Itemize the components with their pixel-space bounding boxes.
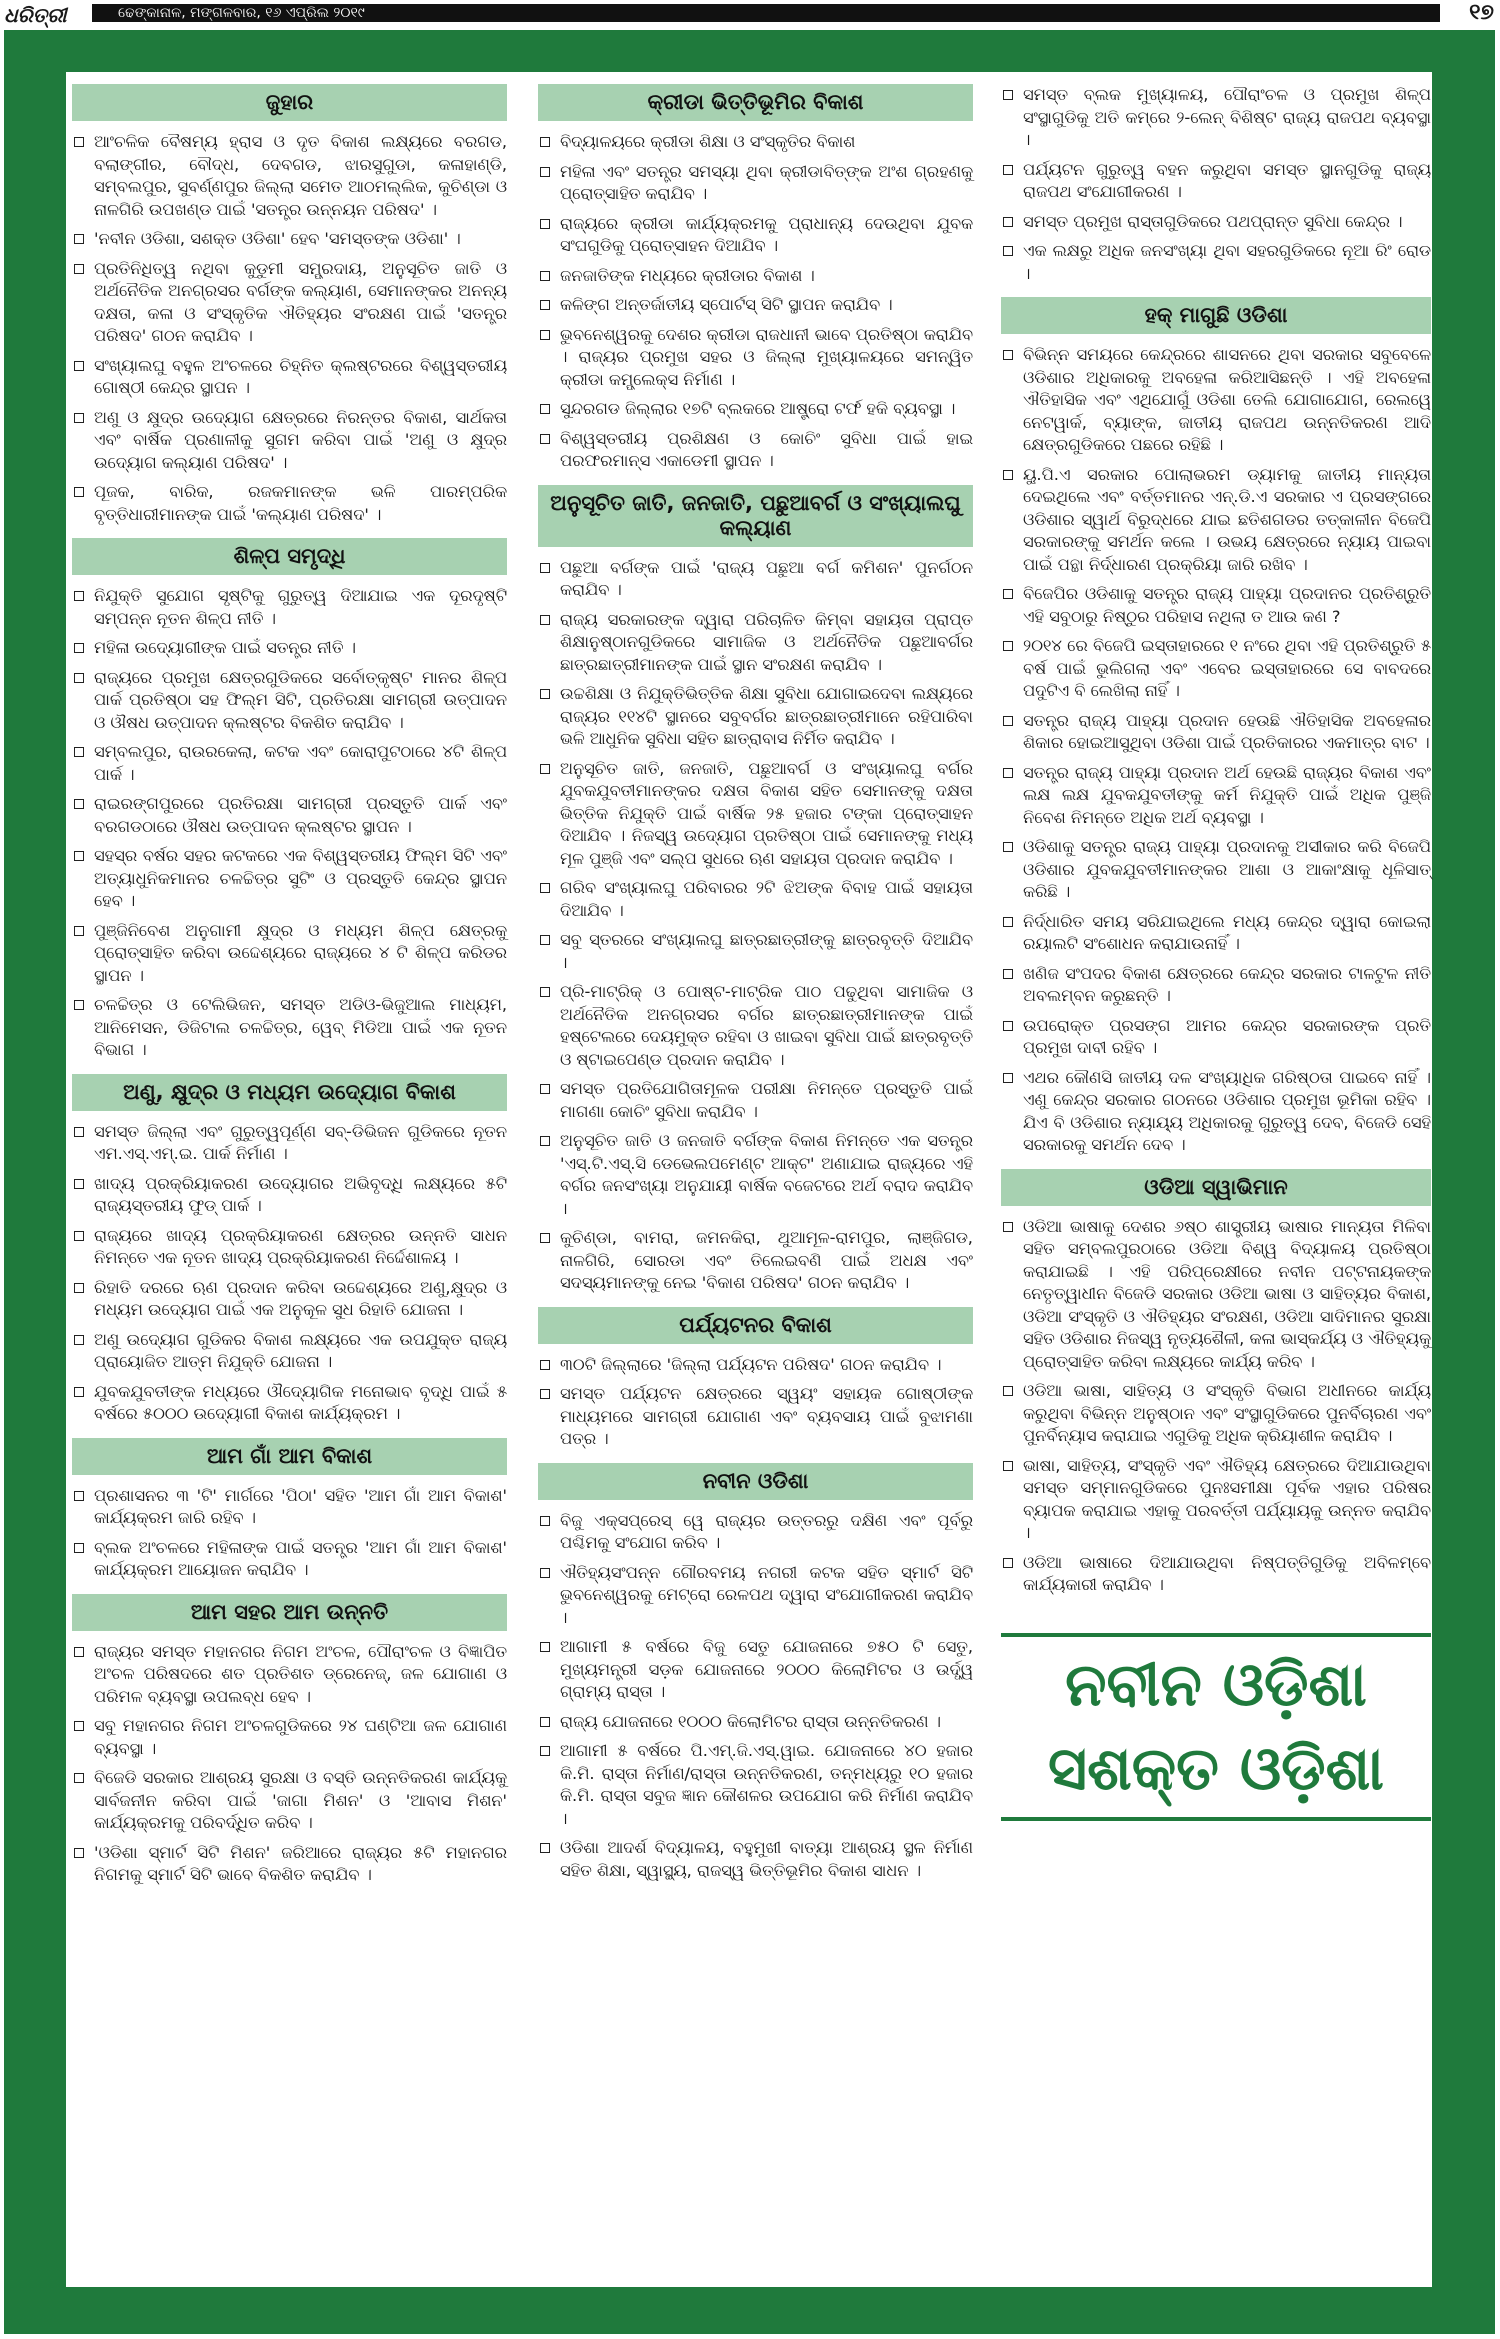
- section-title: ଅଣୁ, କ୍ଷୁଦ୍ର ଓ ମଧ୍ୟମ ଉଦ୍ୟୋଗ ବିକାଶ: [72, 1074, 507, 1111]
- list-item: ରାଜ୍ୟରେ ପ୍ରମୁଖ କ୍ଷେତ୍ରଗୁଡିକରେ ସର୍ବୋତ୍କୃଷ୍ଟ ମାନର ଶିଳ୍ପ ପାର୍କ ପ୍ରତିଷ୍ଠା ସହ ଫିଲ୍ମ ସିଟି, ପ୍ରତିରକ୍ଷା ସାମଗ୍ରୀ ଉତ୍ପାଦନ ଓ ଔଷଧ ଉତ୍ପାଦନ କ୍ଲଷ୍ଟର ବିକଶିତ କରାଯିବ ।: [72, 667, 507, 735]
- bullet-list: [538, 1510, 973, 1883]
- column-1: [72, 72, 507, 1894]
- list-item: ଆଗାମୀ ୫ ବର୍ଷରେ ପି.ଏମ୍.ଜି.ଏସ୍.ୱାଇ. ଯୋଜନାରେ ୪୦ ହଜାର କି.ମି. ରାସ୍ତା ନିର୍ମାଣ/ରାସ୍ତା ଉନ୍ନତିକରଣ, ତନ୍ମଧ୍ୟରୁ ୧୦ ହଜାର କି.ମି. ରାସ୍ତା ସବୁଜ ଜ୍ଞାନ କୌଶଳର ଉପଯୋଗ କରି ନିର୍ମାଣ କରାଯିବ ।: [538, 1740, 973, 1830]
- list-item: ପୁଞ୍ଜିନିବେଶ ଅନୁଗାମୀ କ୍ଷୁଦ୍ର ଓ ମଧ୍ୟମ ଶିଳ୍ପ କ୍ଷେତ୍ରକୁ ପ୍ରୋତ୍ସାହିତ କରିବା ଉଦ୍ଦେଶ୍ୟରେ ରାଜ୍ୟରେ ୪ ଟି ଶିଳ୍ପ କରିଡର ସ୍ଥାପନ ।: [72, 920, 507, 988]
- list-item: ଓଡିଶା ଆଦର୍ଶ ବିଦ୍ୟାଳୟ, ବହୁମୁଖୀ ବାତ୍ୟା ଆଶ୍ରୟ ସ୍ଥଳ ନିର୍ମାଣ ସହିତ ଶିକ୍ଷା, ସ୍ୱାସ୍ଥ୍ୟ, ରାଜସ୍ୱ ଭିତ୍ତିଭୂମିର ବିକାଶ ସାଧନ ।: [538, 1837, 973, 1882]
- bullet-list: [72, 131, 507, 526]
- list-item: ଖାଦ୍ୟ ପ୍ରକ୍ରିୟାକରଣ ଉଦ୍ୟୋଗର ଅଭିବୃଦ୍ଧି ଲକ୍ଷ୍ୟରେ ୫ଟି ରାଜ୍ୟସ୍ତରୀୟ ଫୁଡ୍ ପାର୍କ ।: [72, 1173, 507, 1218]
- list-item: ବିଜେଡି ସରକାର ଆଶ୍ରୟ ସୁରକ୍ଷା ଓ ବସ୍ତି ଉନ୍ନତିକରଣ କାର୍ଯ୍ୟକୁ ସାର୍ବଜନୀନ କରିବା ପାଇଁ 'ଜାଗା ମିଶନ' ଓ 'ଆବାସ ମିଶନ' କାର୍ଯ୍ୟକ୍ରମକୁ ପରିବର୍ଦ୍ଧିତ କରିବ ।: [72, 1767, 507, 1835]
- list-item: ଓଡିଶାକୁ ସତନ୍ତ୍ର ରାଜ୍ୟ ପାହ୍ୟା ପ୍ରଦାନକୁ ଅସୀକାର କରି ବିଜେପି ଓଡିଶାର ଯୁବକଯୁବତୀମାନଙ୍କର ଆଶା ଓ ଆକାଂକ୍ଷାକୁ ଧୂଳିସାତ୍ କରିଛି ।: [1001, 836, 1431, 904]
- list-item: ନିର୍ଦ୍ଧାରିତ ସମୟ ସରିଯାଇଥିଲେ ମଧ୍ୟ କେନ୍ଦ୍ର ଦ୍ୱାରା କୋଇଲା ରୟାଲଟି ସଂଶୋଧନ କରାଯାଉନାହିଁ ।: [1001, 911, 1431, 956]
- dateline: ଢେଙ୍କାନାଳ, ମଙ୍ଗଳବାର, ୧୬ ଏପ୍ରିଲ ୨୦୧୯: [118, 5, 365, 21]
- list-item: ମହିଳା ଏବଂ ସତନ୍ତ୍ର ସମସ୍ୟା ଥିବା କ୍ରୀଡାବିତ୍‌ଙ୍କ ଅଂଶ ଗ୍ରହଣକୁ ପ୍ରୋତ୍ସାହିତ କରାଯିବ ।: [538, 161, 973, 206]
- column-3: [1001, 72, 1431, 1821]
- green-border-frame: [4, 30, 1495, 2334]
- list-item: ମହିଳା ଉଦ୍ୟୋଗୀଙ୍କ ପାଇଁ ସତନ୍ତ୍ର ନୀତି ।: [72, 637, 507, 660]
- list-item: ସତନ୍ତ୍ର ରାଜ୍ୟ ପାହ୍ୟା ପ୍ରଦାନ ଅର୍ଥ ହେଉଛି ରାଜ୍ୟର ବିକାଶ ଏବଂ ଲକ୍ଷ ଲକ୍ଷ ଯୁବକଯୁବତୀଙ୍କୁ କର୍ମ ନିଯୁକ୍ତି ପାଇଁ ଅଧିକ ପୁଞ୍ଜି ନିବେଶ ନିମନ୍ତେ ଅଧିକ ଅର୍ଥ ବ୍ୟବସ୍ଥା ।: [1001, 762, 1431, 830]
- slogan-block: [1001, 1633, 1431, 1821]
- list-item: ୩୦ଟି ଜିଲ୍ଲାରେ 'ଜିଲ୍ଲା ପର୍ଯ୍ୟଟନ ପରିଷଦ' ଗଠନ କରାଯିବ ।: [538, 1354, 973, 1377]
- list-item: 'ଓଡିଶା ସ୍ମାର୍ଟ ସିଟି ମିଶନ' ଜରିଆରେ ରାଜ୍ୟର ୫ଟି ମହାନଗର ନିଗମକୁ ସ୍ମାର୍ଟ ସିଟି ଭାବେ ବିକଶିତ କରାଯିବ ।: [72, 1842, 507, 1887]
- section-title: ହକ୍ ମାଗୁଛି ଓଡିଶା: [1001, 297, 1431, 334]
- section-title: ଆମ ଗାଁ ଆମ ବିକାଶ: [72, 1438, 507, 1475]
- list-item: ପର୍ଯ୍ୟଟନ ଗୁରୁତ୍ୱ ବହନ କରୁଥିବା ସମସ୍ତ ସ୍ଥାନଗୁଡିକୁ ରାଜ୍ୟ ରାଜପଥ ସଂଯୋଗୀକରଣ ।: [1001, 159, 1431, 204]
- list-item: ଉଚ୍ଚଶିକ୍ଷା ଓ ନିଯୁକ୍ତିଭିତ୍ତିକ ଶିକ୍ଷା ସୁବିଧା ଯୋଗାଇଦେବା ଲକ୍ଷ୍ୟରେ ରାଜ୍ୟର ୧୧୪ଟି ସ୍ଥାନରେ ସବୁବର୍ଗର ଛାତ୍ରଛାତ୍ରୀମାନେ ରହିପାରିବା ଭଳି ଆଧୁନିକ ସୁବିଧା ସହିତ ଛାତ୍ରାବାସ ନିର୍ମିତ କରାଯିବ ।: [538, 683, 973, 751]
- bullet-list: [72, 1641, 507, 1887]
- list-item: ପ୍ରତିନିଧିତ୍ୱ ନଥିବା କୁଡୁମୀ ସମ୍ପ୍ରଦାୟ, ଅନୁସୂଚିତ ଜାତି ଓ ଅର୍ଥନୈତିକ ଅନଗ୍ରସର ବର୍ଗଙ୍କ କଲ୍ୟାଣ, ସେମାନଙ୍କର ଅନନ୍ୟ ଦକ୍ଷତା, କଳା ଓ ସଂସ୍କୃତିକ ଐତିହ୍ୟର ସଂରକ୍ଷଣ ପାଇଁ 'ସତନ୍ତ୍ର ପରିଷଦ' ଗଠନ କରାଯିବ ।: [72, 258, 507, 348]
- list-item: ବିଭିନ୍ନ ସମୟରେ କେନ୍ଦ୍ରରେ ଶାସନରେ ଥିବା ସରକାର ସବୁବେଳେ ଓଡିଶାର ଅଧିକାରକୁ ଅବହେଳା କରିଆସିଛନ୍ତି । ଏହି ଅବହେଳା ଐତିହାସିକ ଏବଂ ଏଥିଯୋଗୁଁ ଓଡିଶା ତେଲି ଯୋଗାଯୋଗ, ରେଲୱେ ନେଟୱାର୍କ, ବ୍ୟାଙ୍କ, ଜାତୀୟ ରାଜପଥ ଉନ୍ନତିକରଣ ଆଦି କ୍ଷେତ୍ରଗୁଡିକରେ ପଛରେ ରହିଛି ।: [1001, 344, 1431, 457]
- list-item: ଓଡିଆ ଭାଷାକୁ ଦେଶର ୬ଷ୍ଠ ଶାସ୍ତ୍ରୀୟ ଭାଷାର ମାନ୍ୟତା ମିଳିବା ସହିତ ସମ୍ବଲପୁରଠାରେ ଓଡିଆ ବିଶ୍ୱ ବିଦ୍ୟାଳୟ ପ୍ରତିଷ୍ଠା କରାଯାଇଛି । ଏହି ପରିପ୍ରେକ୍ଷୀରେ ନବୀନ ପଟ୍ଟନାୟକଙ୍କ ନେତୃତ୍ୱାଧୀନ ବିଜେଡି ସରକାର ଓଡିଆ ଭାଷା ଓ ସାହିତ୍ୟର ବିକାଶ, ଓଡିଆ ସଂସ୍କୃତି ଓ ଐତିହ୍ୟର ସଂରକ୍ଷଣ, ଓଡିଆ ସାଦିମାନର ସୁରକ୍ଷା ସହିତ ଓଡିଶାର ନିଜସ୍ୱ ନୃତ୍ୟଶୈଳୀ, କଳା ଭାସ୍କର୍ଯ୍ୟ ଓ ଐତିହ୍ୟକୁ ପ୍ରୋତ୍ସାହିତ କରିବା ଲକ୍ଷ୍ୟରେ କାର୍ଯ୍ୟ କରିବ ।: [1001, 1216, 1431, 1374]
- bullet-list: [1001, 84, 1431, 285]
- list-item: ରାଜ୍ୟରେ କ୍ରୀଡା କାର୍ଯ୍ୟକ୍ରମକୁ ପ୍ରାଧାନ୍ୟ ଦେଉଥିବା ଯୁବକ ସଂଘଗୁଡିକୁ ପ୍ରୋତ୍ସାହନ ଦିଆଯିବ ।: [538, 213, 973, 258]
- list-item: ଭୁବନେଶ୍ୱରକୁ ଦେଶର କ୍ରୀଡା ରାଜଧାନୀ ଭାବେ ପ୍ରତିଷ୍ଠା କରାଯିବ । ରାଜ୍ୟର ପ୍ରମୁଖ ସହର ଓ ଜିଲ୍ଲା ମୁଖ୍ୟାଳୟରେ ସମନ୍ୱିତ କ୍ରୀଡା କମ୍ପ୍ଲେକ୍ସ ନିର୍ମାଣ ।: [538, 324, 973, 392]
- bullet-list: [1001, 344, 1431, 1157]
- section-title: ଶିଳ୍ପ ସମୃଦ୍ଧି: [72, 538, 507, 575]
- list-item: ଅନୁସୂଚିତ ଜାତି, ଜନଜାତି, ପଛୁଆବର୍ଗ ଓ ସଂଖ୍ୟାଲଘୁ ବର୍ଗର ଯୁବକଯୁବତୀମାନଙ୍କର ଦକ୍ଷତା ବିକାଶ ସହିତ ସେମାନଙ୍କୁ ଦକ୍ଷତା ଭିତ୍ତିକ ନିଯୁକ୍ତି ପାଇଁ ବାର୍ଷିକ ୨୫ ହଜାର ଟଙ୍କା ପ୍ରୋତ୍ସାହନ ଦିଆଯିବ । ନିଜସ୍ୱ ଉଦ୍ୟୋଗ ପ୍ରତିଷ୍ଠା ପାଇଁ ସେମାନଙ୍କୁ ମଧ୍ୟ ମୂଳ ପୁଞ୍ଜି ଏବଂ ସଲ୍ପ ସୁଧରେ ଋଣ ସହାୟତା ପ୍ରଦାନ କରାଯିବ ।: [538, 758, 973, 871]
- list-item: ସମ୍ବଲପୁର, ରାଉରକେଲା, କଟକ ଏବଂ କୋରାପୁଟଠାରେ ୪ଟି ଶିଳ୍ପ ପାର୍କ ।: [72, 741, 507, 786]
- bullet-list: [538, 557, 973, 1295]
- slogan-line-2: ସଶକ୍ତ ଓଡ଼ିଶା: [1048, 1733, 1384, 1804]
- bullet-list: [72, 585, 507, 1062]
- list-item: ସମସ୍ତ ପର୍ଯ୍ୟଟନ କ୍ଷେତ୍ରରେ ସ୍ୱୟଂ ସହାୟକ ଗୋଷ୍ଠୀଙ୍କ ମାଧ୍ୟମରେ ସାମଗ୍ରୀ ଯୋଗାଣ ଏବଂ ବ୍ୟବସାୟ ପାଇଁ ବୁଝାମଣା ପତ୍ର ।: [538, 1383, 973, 1451]
- bullet-list: [538, 1354, 973, 1451]
- list-item: ଆଗାମୀ ୫ ବର୍ଷରେ ବିଜୁ ସେତୁ ଯୋଜନାରେ ୭୫୦ ଟି ସେତୁ, ମୁଖ୍ୟମନ୍ତ୍ରୀ ସଡ଼କ ଯୋଜନାରେ ୨୦୦୦ କିଲୋମିଟର ଓ ଉର୍ଦ୍ଧ୍ୱ ଗ୍ରାମ୍ୟ ରାସ୍ତା ।: [538, 1636, 973, 1704]
- page-number: ୧୭: [1469, 0, 1494, 25]
- list-item: ପଛୁଆ ବର୍ଗଙ୍କ ପାଇଁ 'ରାଜ୍ୟ ପଛୁଆ ବର୍ଗ କମିଶନ' ପୁନର୍ଗଠନ କରାଯିବ ।: [538, 557, 973, 602]
- slogan-line-1: ନବୀନ ଓଡ଼ିଶା: [1065, 1649, 1367, 1720]
- list-item: ରିହାତି ଦରରେ ଋଣ ପ୍ରଦାନ କରିବା ଉଦ୍ଦେଶ୍ୟରେ ଅଣୁ,କ୍ଷୁଦ୍ର ଓ ମଧ୍ୟମ ଉଦ୍ୟୋଗ ପାଇଁ ଏକ ଅନୁକୂଳ ସୁଧ ରିହାତି ଯୋଜନା ।: [72, 1277, 507, 1322]
- list-item: ବିଜୁ ଏକ୍ସପ୍ରେସ୍ ୱେ ରାଜ୍ୟର ଉତ୍ତରରୁ ଦକ୍ଷିଣ ଏବଂ ପୂର୍ବରୁ ପଶ୍ଚିମକୁ ସଂଯୋଗ କରିବ ।: [538, 1510, 973, 1555]
- list-item: ଅଣୁ ଉଦ୍ୟୋଗ ଗୁଡିକର ବିକାଶ ଲକ୍ଷ୍ୟରେ ଏକ ଉପଯୁକ୍ତ ରାଜ୍ୟ ପ୍ରାୟୋଜିତ ଆତ୍ମ ନିଯୁକ୍ତି ଯୋଜନା ।: [72, 1329, 507, 1374]
- list-item: ସତନ୍ତ୍ର ରାଜ୍ୟ ପାହ୍ୟା ପ୍ରଦାନ ହେଉଛି ଐତିହାସିକ ଅବହେଳାର ଶିକାର ହୋଇଆସୁଥିବା ଓଡିଶା ପାଇଁ ପ୍ରତିକାରର ଏକମାତ୍ର ବାଟ ।: [1001, 710, 1431, 755]
- list-item: ସୁନ୍ଦରଗଡ ଜିଲ୍ଲାର ୧୭ଟି ବ୍ଲକରେ ଆଷ୍ଟ୍ରୋ ଟର୍ଫ ହକି ବ୍ୟବସ୍ଥା ।: [538, 398, 973, 421]
- list-item: ରାଇରଙ୍ଗପୁରରେ ପ୍ରତିରକ୍ଷା ସାମଗ୍ରୀ ପ୍ରସ୍ତୁତି ପାର୍କ ଏବଂ ବରଗଡଠାରେ ଔଷଧ ଉତ୍ପାଦନ କ୍ଲଷ୍ଟର ସ୍ଥାପନ ।: [72, 793, 507, 838]
- list-item: ଅଣୁ ଓ କ୍ଷୁଦ୍ର ଉଦ୍ୟୋଗ କ୍ଷେତ୍ରରେ ନିରନ୍ତର ବିକାଶ, ସାର୍ଥକତା ଏବଂ ବାର୍ଷିକ ପ୍ରଣାଳୀକୁ ସୁଗମ କରିବା ପାଇଁ 'ଅଣୁ ଓ କ୍ଷୁଦ୍ର ଉଦ୍ୟୋଗ କଲ୍ୟାଣ ପରିଷଦ' ।: [72, 407, 507, 475]
- list-item: ରାଜ୍ୟର ସମସ୍ତ ମହାନଗର ନିଗମ ଅଂଚଳ, ପୌରାଂଚଳ ଓ ବିଜ୍ଞାପିତ ଅଂଚଳ ପରିଷଦରେ ଶତ ପ୍ରତିଶତ ଡ୍ରେନେଜ୍, ଜଳ ଯୋଗାଣ ଓ ପରିମଳ ବ୍ୟବସ୍ଥା ଉପଲବ୍ଧ ହେବ ।: [72, 1641, 507, 1709]
- list-item: ପୂଜକ, ବାରିକ, ରଜକମାନଙ୍କ ଭଳି ପାରମ୍ପରିକ ବୃତ୍ତିଧାରୀମାନଙ୍କ ପାଇଁ 'କଲ୍ୟାଣ ପରିଷଦ' ।: [72, 481, 507, 526]
- list-item: ଓଡିଆ ଭାଷାରେ ଦିଆଯାଉଥିବା ନିଷ୍ପତ୍ତିଗୁଡିକୁ ଅବିଳମ୍ବେ କାର୍ଯ୍ୟକାରୀ କରାଯିବ ।: [1001, 1552, 1431, 1597]
- list-item: ଐତିହ୍ୟସଂପନ୍ନ ଗୌରବମୟ ନଗରୀ କଟକ ସହିତ ସ୍ମାର୍ଟ ସିଟି ଭୁବନେଶ୍ୱରକୁ ମେଟ୍ରୋ ରେଳପଥ ଦ୍ୱାରା ସଂଯୋଗୀକରଣ କରାଯିବ ।: [538, 1562, 973, 1630]
- section-title: ଆମ ସହର ଆମ ଉନ୍ନତି: [72, 1594, 507, 1631]
- list-item: ସମସ୍ତ ଜିଲ୍ଲା ଏବଂ ଗୁରୁତ୍ୱପୂର୍ଣ୍ଣ ସବ୍-ଡିଭିଜନ ଗୁଡିକରେ ନୂତନ ଏମ.ଏସ୍.ଏମ୍.ଇ. ପାର୍କ ନିର୍ମାଣ ।: [72, 1121, 507, 1166]
- list-item: କଳିଙ୍ଗ ଅନ୍ତର୍ଜାତୀୟ ସ୍ପୋର୍ଟସ୍ ସିଟି ସ୍ଥାପନ କରାଯିବ ।: [538, 294, 973, 317]
- list-item: ଓଡିଆ ଭାଷା, ସାହିତ୍ୟ ଓ ସଂସ୍କୃତି ବିଭାଗ ଅଧୀନରେ କାର୍ଯ୍ୟ କରୁଥିବା ବିଭିନ୍ନ ଅନୁଷ୍ଠାନ ଏବଂ ସଂସ୍ଥାଗୁଡିକରେ ପୁନର୍ବିଚାରଣ ଏବଂ ପୁନର୍ବିନ୍ୟାସ କରାଯାଇ ଏଗୁଡିକୁ ଅଧିକ କ୍ରିୟାଶୀଳ କରାଯିବ ।: [1001, 1380, 1431, 1448]
- section-title: ପର୍ଯ୍ୟଟନର ବିକାଶ: [538, 1307, 973, 1344]
- list-item: ବିଜେପିର ଓଡିଶାକୁ ସତନ୍ତ୍ର ରାଜ୍ୟ ପାହ୍ୟା ପ୍ରଦାନର ପ୍ରତିଶ୍ରୁତି ଏହି ସବୁଠାରୁ ନିଷ୍ଠୁର ପରିହାସ ନଥିଲା ତ ଆଉ କଣ ?: [1001, 583, 1431, 628]
- list-item: ଆଂଚଳିକ ବୈଷମ୍ୟ ହ୍ରାସ ଓ ଦୃତ ବିକାଶ ଲକ୍ଷ୍ୟରେ ବରଗଡ, ବଲାଙ୍ଗୀର, ବୌଦ୍ଧ, ଦେବଗଡ, ଝାରସୁଗୁଡା, କଳାହାଣ୍ଡି, ସମ୍ବଲପୁର, ସୁବର୍ଣ୍ଣପୁର ଜିଲ୍ଲା ସମେତ ଆଠମଲ୍ଲିକ, କୁଚିଣ୍ଡା ଓ ନାଳଗିରି ଉପଖଣ୍ଡ ପାଇଁ 'ସତନ୍ତ୍ର ଉନ୍ନୟନ ପରିଷଦ' ।: [72, 131, 507, 221]
- section-title: ଅନୁସୂଚିତ ଜାତି, ଜନଜାତି, ପଛୁଆବର୍ଗ ଓ ସଂଖ୍ୟାଲଘୁ କଲ୍ୟାଣ: [538, 485, 973, 547]
- list-item: ଭାଷା, ସାହିତ୍ୟ, ସଂସ୍କୃତି ଏବଂ ଐତିହ୍ୟ କ୍ଷେତ୍ରରେ ଦିଆଯାଉଥିବା ସମସ୍ତ ସମ୍ମାନଗୁଡିକରେ ପୁନଃସମୀକ୍ଷା ପୂର୍ବକ ଏହାର ପରିଷର ବ୍ୟାପକ କରାଯାଇ ଏହାକୁ ପରବର୍ତ୍ତୀ ପର୍ଯ୍ୟାୟକୁ ଉନ୍ନତ କରାଯିବ ।: [1001, 1455, 1431, 1545]
- list-item: ସମସ୍ତ ପ୍ରମୁଖ ରାସ୍ତାଗୁଡିକରେ ପଥପ୍ରାନ୍ତ ସୁବିଧା କେନ୍ଦ୍ର ।: [1001, 211, 1431, 234]
- list-item: ଜନଜାତିଙ୍କ ମଧ୍ୟରେ କ୍ରୀଡାର ବିକାଶ ।: [538, 265, 973, 288]
- list-item: ସହସ୍ର ବର୍ଷର ସହର କଟକରେ ଏକ ବିଶ୍ୱସ୍ତରୀୟ ଫିଲ୍ମ ସିଟି ଏବଂ ଅତ୍ୟାଧୁନିକମାନର ଚଳଚ୍ଚିତ୍ର ସୁଟିଂ ଓ ପ୍ରସ୍ତୁତି କେନ୍ଦ୍ର ସ୍ଥାପନ ହେବ ।: [72, 845, 507, 913]
- list-item: କୁଚିଣ୍ଡା, ବାମରା, ଜମନକିରା, ଥୁଆମୂଳ-ରାମପୁର, ଲାଞ୍ଜିଗଡ, ନାଳଗିରି, ସୋରଡା ଏବଂ ତିଲେଇବଣି ପାଇଁ ଅଧକ୍ଷ ଏବଂ ସଦସ୍ୟମାନଙ୍କୁ ନେଇ 'ବିକାଶ ପରିଷଦ' ଗଠନ କରାଯିବ ।: [538, 1227, 973, 1295]
- list-item: ସବୁ ମହାନଗର ନିଗମ ଅଂଚଳଗୁଡିକରେ ୨୪ ଘଣ୍ଟିଆ ଜଳ ଯୋଗାଣ ବ୍ୟବସ୍ଥା ।: [72, 1715, 507, 1760]
- list-item: ପ୍ରଶାସନର ୩ 'ଟି' ମାର୍ଗରେ 'ପିଠା' ସହିତ 'ଆମ ଗାଁ ଆମ ବିକାଶ' କାର୍ଯ୍ୟକ୍ରମ ଜାରି ରହିବ ।: [72, 1485, 507, 1530]
- column-2: [538, 72, 973, 1889]
- list-item: ଏଥର କୌଣସି ଜାତୀୟ ଦଳ ସଂଖ୍ୟାଧିକ ଗରିଷ୍ଠତା ପାଇବେ ନାହିଁ । ଏଣୁ କେନ୍ଦ୍ର ସରକାର ଗଠନରେ ଓଡିଶାର ପ୍ରମୁଖ ଭୂମିକା ରହିବ । ଯିଏ ବି ଓଡିଶାର ନ୍ୟାୟ୍ୟ ଅଧିକାରକୁ ଗୁରୁତ୍ୱ ଦେବ, ବିଜେଡି ସେହି ସରକାରକୁ ସମର୍ଥନ ଦେବ ।: [1001, 1067, 1431, 1157]
- list-item: ବିଶ୍ୱସ୍ତରୀୟ ପ୍ରଶିକ୍ଷଣ ଓ କୋଚିଂ ସୁବିଧା ପାଇଁ ହାଇ ପରଫରମାନ୍ସ ଏକାଡେମୀ ସ୍ଥାପନ ।: [538, 428, 973, 473]
- list-item: ବିଦ୍ୟାଳୟରେ କ୍ରୀଡା ଶିକ୍ଷା ଓ ସଂସ୍କୃତିର ବିକାଶ: [538, 131, 973, 154]
- list-item: ଉପରୋକ୍ତ ପ୍ରସଙ୍ଗ ଆମର କେନ୍ଦ୍ର ସରକାରଙ୍କ ପ୍ରତି ପ୍ରମୁଖ ଦାବୀ ରହିବ ।: [1001, 1015, 1431, 1060]
- list-item: 'ନବୀନ ଓଡିଶା, ସଶକ୍ତ ଓଡିଶା' ହେବ 'ସମସ୍ତଙ୍କ ଓଡିଶା' ।: [72, 228, 507, 251]
- list-item: ରାଜ୍ୟ ସରକାରଙ୍କ ଦ୍ୱାରା ପରିଚାଳିତ କିମ୍ବା ସହାୟତା ପ୍ରାପ୍ତ ଶିକ୍ଷାନୁଷ୍ଠାନଗୁଡିକରେ ସାମାଜିକ ଓ ଅର୍ଥନୈତିକ ପଛୁଆବର୍ଗର ଛାତ୍ରଛାତ୍ରୀମାନଙ୍କ ପାଇଁ ସ୍ଥାନ ସଂରକ୍ଷଣ କରାଯିବ ।: [538, 609, 973, 677]
- list-item: ରାଜ୍ୟରେ ଖାଦ୍ୟ ପ୍ରକ୍ରିୟାକରଣ କ୍ଷେତ୍ରର ଉନ୍ନତି ସାଧନ ନିମନ୍ତେ ଏକ ନୂତନ ଖାଦ୍ୟ ପ୍ରକ୍ରିୟାକରଣ ନିର୍ଦ୍ଦେଶାଳୟ ।: [72, 1225, 507, 1270]
- list-item: ନିଯୁକ୍ତି ସୁଯୋଗ ସୃଷ୍ଟିକୁ ଗୁରୁତ୍ୱ ଦିଆଯାଇ ଏକ ଦୂରଦୃଷ୍ଟି ସମ୍ପନ୍ନ ନୂତନ ଶିଳ୍ପ ନୀତି ।: [72, 585, 507, 630]
- section-title: ଓଡିଆ ସ୍ୱାଭିମାନ: [1001, 1169, 1431, 1206]
- list-item: ସବୁ ସ୍ତରରେ ସଂଖ୍ୟାଲଘୁ ଛାତ୍ରଛାତ୍ରୀଙ୍କୁ ଛାତ୍ରବୃତ୍ତି ଦିଆଯିବ ।: [538, 929, 973, 974]
- masthead: [0, 0, 1500, 30]
- list-item: ସଂଖ୍ୟାଲଘୁ ବହୁଳ ଅଂଚଳରେ ଚିହ୍ନିତ କ୍ଲଷ୍ଟରରେ ବିଶ୍ୱସ୍ତରୀୟ ଗୋଷ୍ଠୀ କେନ୍ଦ୍ର ସ୍ଥାପନ ।: [72, 355, 507, 400]
- newspaper-name: ଧରିତ୍ରୀ: [4, 3, 67, 27]
- section-title: ଜୁହାର: [72, 84, 507, 121]
- list-item: ଯୁବକଯୁବତୀଙ୍କ ମଧ୍ୟରେ ଔଦ୍ୟୋଗିକ ମନୋଭାବ ବୃଦ୍ଧି ପାଇଁ ୫ ବର୍ଷରେ ୫୦୦୦ ଉଦ୍ୟୋଗୀ ବିକାଶ କାର୍ଯ୍ୟକ୍ରମ ।: [72, 1381, 507, 1426]
- list-item: ଚଳଚ୍ଚିତ୍ର ଓ ଟେଲିଭିଜନ, ସମସ୍ତ ଅଡିଓ-ଭିଜୁଆଲ ମାଧ୍ୟମ, ଆନିମେସନ, ଡିଜିଟାଲ ଚଳଚ୍ଚିତ୍ର, ୱେବ୍ ମିଡିଆ ପାଇଁ ଏକ ନୂତନ ବିଭାଗ ।: [72, 994, 507, 1062]
- bullet-list: [72, 1485, 507, 1582]
- list-item: ୨୦୧୪ ରେ ବିଜେପି ଇସ୍ତାହାରରେ ୧ ନଂରେ ଥିବା ଏହି ପ୍ରତିଶ୍ରୁତି ୫ ବର୍ଷ ପାଇଁ ଭୁଲିଗଲା ଏବଂ ଏବେର ଇସ୍ତାହାରରେ ସେ ବାବଦରେ ପଦୁଟିଏ ବି ଲେଖିଲା ନାହିଁ ।: [1001, 635, 1431, 703]
- list-item: ଏକ ଲକ୍ଷରୁ ଅଧିକ ଜନସଂଖ୍ୟା ଥିବା ସହରଗୁଡିକରେ ନୂଆ ରିଂ ରୋଡ ।: [1001, 240, 1431, 285]
- bullet-list: [1001, 1216, 1431, 1597]
- section-title: କ୍ରୀଡା ଭିତ୍ତିଭୂମିର ବିକାଶ: [538, 84, 973, 121]
- list-item: ରାଜ୍ୟ ଯୋଜନାରେ ୧୦୦୦ କିଲୋମିଟର ରାସ୍ତା ଉନ୍ନତିକରଣ ।: [538, 1711, 973, 1734]
- list-item: ସମସ୍ତ ବ୍ଲକ ମୁଖ୍ୟାଳୟ, ପୌରାଂଚଳ ଓ ପ୍ରମୁଖ ଶିଳ୍ପ ସଂସ୍ଥାଗୁଡିକୁ ଅତି କମ୍‌ରେ ୨-ଲେନ୍ ବିଶିଷ୍ଟ ରାଜ୍ୟ ରାଜପଥ ବ୍ୟବସ୍ଥା ।: [1001, 84, 1431, 152]
- bullet-list: [538, 131, 973, 473]
- bullet-list: [72, 1121, 507, 1426]
- list-item: ବ୍ଲକ ଅଂଚଳରେ ମହିଳାଙ୍କ ପାଇଁ ସତନ୍ତ୍ର 'ଆମ ଗାଁ ଆମ ବିକାଶ' କାର୍ଯ୍ୟକ୍ରମ ଆୟୋଜନ କରାଯିବ ।: [72, 1537, 507, 1582]
- list-item: ଖଣିଜ ସଂପଦର ବିକାଶ କ୍ଷେତ୍ରରେ କେନ୍ଦ୍ର ସରକାର ଟାଳଟୁଳ ନୀତି ଅବଲମ୍ବନ କରୁଛନ୍ତି ।: [1001, 963, 1431, 1008]
- list-item: ସମସ୍ତ ପ୍ରତିଯୋଗିତାମୂଳକ ପରୀକ୍ଷା ନିମନ୍ତେ ପ୍ରସ୍ତୁତି ପାଇଁ ମାଗଣା କୋଚିଂ ସୁବିଧା କରାଯିବ ।: [538, 1078, 973, 1123]
- list-item: ଅନୁସୂଚିତ ଜାତି ଓ ଜନଜାତି ବର୍ଗଙ୍କ ବିକାଶ ନିମନ୍ତେ ଏକ ସତନ୍ତ୍ର 'ଏସ୍.ଟି.ଏସ୍.ସି ଡେଭେଲପମେଣ୍ଟ ଆକ୍ଟ' ଅଣାଯାଇ ରାଜ୍ୟରେ ଏହି ବର୍ଗର ଜନସଂଖ୍ୟା ଅନୁଯାୟୀ ବାର୍ଷିକ ବଜେଟରେ ଅର୍ଥ ବରାଦ କରାଯିବ ।: [538, 1130, 973, 1220]
- advertisement-sheet: [66, 72, 1432, 2287]
- list-item: ପ୍ରି-ମାଟ୍ରିକ୍ ଓ ପୋଷ୍ଟ-ମାଟ୍ରିକ ପାଠ ପଢୁଥିବା ସାମାଜିକ ଓ ଅର୍ଥନୈତିକ ଅନଗ୍ରସର ବର୍ଗର ଛାତ୍ରଛାତ୍ରୀମାନଙ୍କ ପାଇଁ ହଷ୍ଟେଲରେ ଦେୟମୁକ୍ତ ରହିବା ଓ ଖାଇବା ସୁବିଧା ପାଇଁ ଛାତ୍ରବୃତ୍ତି ଓ ଷ୍ଟାଇପେଣ୍ଡ ପ୍ରଦାନ କରାଯିବ ।: [538, 981, 973, 1071]
- list-item: ୟୁ.ପି.ଏ ସରକାର ପୋଲାଭରମ ଡ୍ୟାମକୁ ଜାତୀୟ ମାନ୍ୟତା ଦେଇଥିଲେ ଏବଂ ବର୍ତ୍ତମାନର ଏନ୍.ଡି.ଏ ସରକାର ଏ ପ୍ରସଙ୍ଗରେ ଓଡିଶାର ସ୍ୱାର୍ଥ ବିରୁଦ୍ଧରେ ଯାଇ ଛତିଶଗଡର ତତ୍କାଳୀନ ବିଜେପି ସରକାରଙ୍କୁ ସମର୍ଥନ କଲେ । ଉଭୟ କ୍ଷେତ୍ରରେ ନ୍ୟାୟ ପାଇବା ପାଇଁ ପନ୍ଥା ନିର୍ଦ୍ଧାରଣ ପ୍ରକ୍ରିୟା ଜାରି ରଖିବ ।: [1001, 464, 1431, 577]
- section-title: ନବୀନ ଓଡିଶା: [538, 1463, 973, 1500]
- list-item: ଗରିବ ସଂଖ୍ୟାଲଘୁ ପରିବାରର ୨ଟି ଝିଅଙ୍କ ବିବାହ ପାଇଁ ସହାୟତା ଦିଆଯିବ ।: [538, 877, 973, 922]
